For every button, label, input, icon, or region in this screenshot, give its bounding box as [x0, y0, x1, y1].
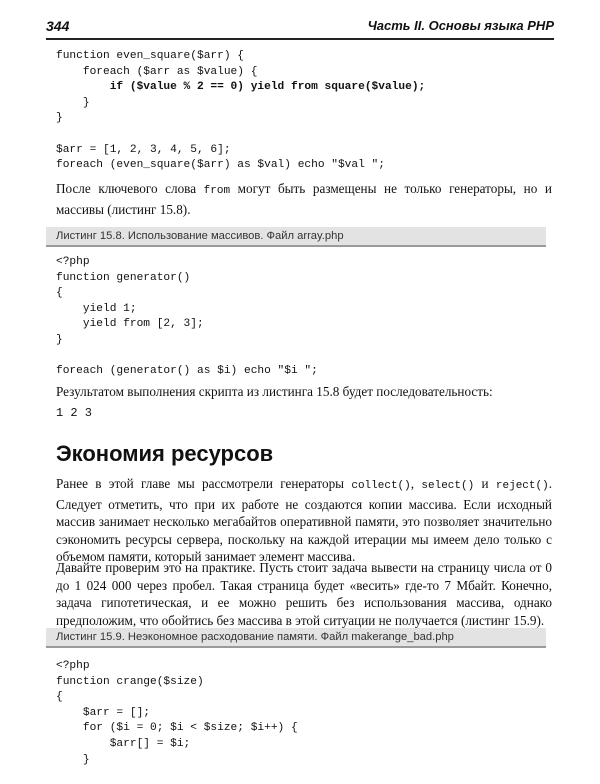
inline-code: collect() [351, 480, 411, 492]
paragraph-practice: Давайте проверим это на практике. Пусть стоит задача вывести на страницу числа от 0 до 1 024 000 через пробел. Такая страница будет «весить» где-то 7 Мбайт. Конечно, задача гипотетическая, и ее можно решить без использования массива, однако предположим, что обойтись без массива в этой ситуации не получается (листинг 15.9). [56, 560, 552, 628]
code-line: } [56, 112, 63, 125]
code-line: } [56, 753, 90, 766]
code-line: if ($value % 2 == 0) yield from square($value); [56, 81, 426, 94]
page-number: 344 [46, 18, 70, 34]
code-line: foreach (even_square($arr) as $val) echo "$val "; [56, 159, 385, 172]
inline-code: select() [421, 480, 475, 492]
code-line: function generator() [56, 271, 191, 284]
listing-15-9-caption: Листинг 15.9. Неэкономное расходование памяти. Файл makerange_bad.php [46, 628, 546, 648]
listing-15-8-caption: Листинг 15.8. Использование массивов. Файл array.php [46, 227, 546, 247]
code-line: function even_square($arr) { [56, 50, 244, 62]
page-header [46, 16, 554, 40]
text-run: , [410, 476, 422, 491]
script-output: 1 2 3 [56, 406, 93, 420]
paragraph-from-keyword [56, 180, 552, 218]
code-line: <?php [56, 660, 90, 672]
code-line: yield 1; [56, 302, 137, 315]
code-block-listing-15-9 [56, 660, 298, 769]
code-line: $arr = [1, 2, 3, 4, 5, 6]; [56, 143, 231, 156]
code-line: yield from [2, 3]; [56, 318, 204, 331]
code-line: } [56, 96, 90, 109]
code-line: { [56, 287, 63, 300]
text-run: . Следует отметить, что при их работе не создаются копии массива. Если исходный массив занимает несколько мегабайтов оперативной памяти, это позволяет значительно сэкономить ресурсы сервера, поскольку на каждой итерации мы имеем дело только с объемом памяти, который занимает элемент массива. [56, 476, 553, 565]
code-line: $arr = []; [56, 706, 150, 719]
text-run: После ключевого слова [56, 181, 204, 196]
text-run: могут быть размещены не только генераторы, но и массивы (листинг 15.8). [56, 181, 552, 217]
code-line [56, 128, 425, 144]
running-title: Часть II. Основы языка PHP [367, 18, 554, 33]
text-run: Ранее в этой главе мы рассмотрели генераторы [56, 476, 352, 491]
code-line: } [56, 333, 63, 346]
code-block-even-square [56, 50, 425, 175]
code-line [56, 350, 318, 366]
code-line: $arr[] = $i; [56, 737, 191, 750]
section-title: Экономия ресурсов [56, 441, 274, 466]
code-line: <?php [56, 256, 90, 268]
inline-code: reject() [495, 480, 549, 492]
paragraph-result: Результатом выполнения скрипта из листинга 15.8 будет последовательность: [56, 384, 493, 399]
inline-code: from [203, 185, 231, 197]
code-line: function crange($size) [56, 675, 204, 688]
paragraph-generators [56, 475, 552, 566]
code-line: foreach ($arr as $value) { [56, 65, 258, 78]
code-line: foreach (generator() as $i) echo "$i "; [56, 365, 318, 378]
code-line: { [56, 691, 63, 704]
text-run: и [474, 476, 496, 491]
code-line: for ($i = 0; $i < $size; $i++) { [56, 722, 298, 735]
code-block-listing-15-8 [56, 256, 318, 381]
